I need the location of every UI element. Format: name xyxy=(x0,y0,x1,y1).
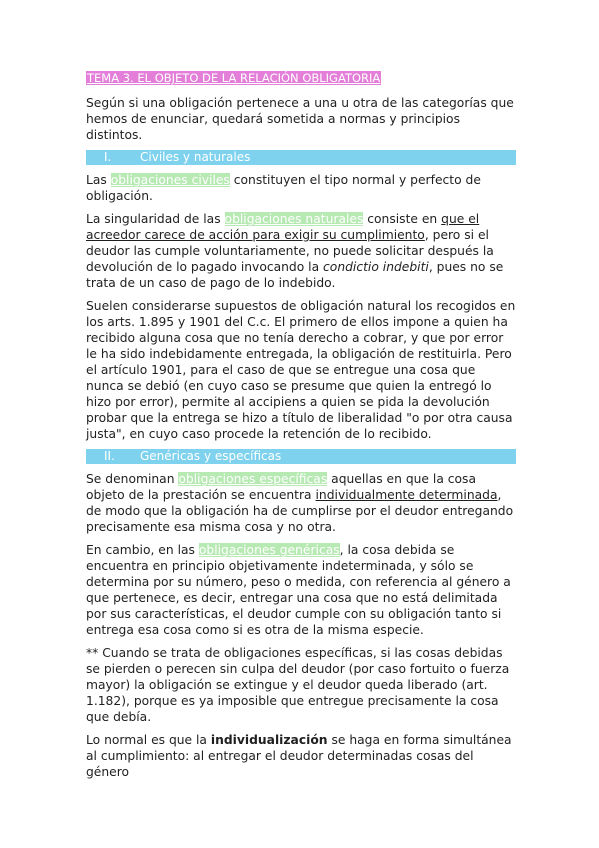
highlighted-term: obligaciones civiles xyxy=(110,173,230,187)
paragraph-obligaciones-civiles xyxy=(86,172,516,204)
text-run: , de modo que la obligación ha de cumplirse por el deudor entregando precisamente esa misma cosa y no otra. xyxy=(86,488,514,534)
text-run: Las xyxy=(86,173,111,187)
text-run: , la cosa debida se encuentra en principio objetivamente indeterminada, y sólo se determina por su número, peso o medida, con referencia al género a que pertenece, es decir, entregar una cosa que no está delimitada por sus características, el deudor cumple con su obligación tanto si entrega esa cosa como si es otra de la misma especie. xyxy=(86,543,511,637)
section-number: I. xyxy=(104,150,112,164)
section-heading-genericas xyxy=(86,449,516,464)
italic-text: condictio indebiti xyxy=(323,260,429,274)
page-title xyxy=(86,70,516,95)
paragraph-individualizacion xyxy=(86,732,516,780)
text-run: consiste en xyxy=(363,212,442,226)
bold-term: individualización xyxy=(210,733,328,747)
paragraph-nota: ** Cuando se trata de obligaciones específicas, si las cosas debidas se pierden o perecen sin culpa del deudor (por caso fortuito o fuerza mayor) la obligación se extingue y el deudor queda liberado (art. 1.182), porque es ya imposible que entregue precisamente la cosa que debía. xyxy=(86,646,510,724)
section-label: Civiles y naturales xyxy=(140,150,251,164)
underlined-text: individualmente determinada xyxy=(315,488,498,502)
document-body xyxy=(86,70,516,787)
paragraph-obligaciones-naturales xyxy=(86,211,516,291)
paragraph-especificas xyxy=(86,471,516,535)
section-heading-civiles xyxy=(86,150,516,165)
text-run: Se denominan xyxy=(86,472,179,486)
intro-paragraph: Según si una obligación pertenece a una u otra de las categorías que hemos de enunciar, quedará sometida a normas y principios distintos. xyxy=(86,96,514,142)
text-run: Lo normal es que la xyxy=(86,733,211,747)
text-run: La singularidad de las xyxy=(86,212,225,226)
text-run: , pues no se trata de un caso de pago de lo indebido. xyxy=(86,260,504,290)
paragraph-supuestos: Suelen considerarse supuestos de obligación natural los recogidos en los arts. 1.895 y 1901 del C.c. El primero de ellos impone a quien ha recibido alguna cosa que no tenía derecho a cobrar, y que por error le ha sido indebidamente entregada, la obligación de restituirla. Pero el artículo 1901, para el caso de que se entregue una cosa que nunca se debió (en cuyo caso se presume que quien la entregó lo hizo por error), permite al accipiens a quien se pida la devolución probar que la entrega se hizo a título de liberalidad "o por otra causa justa", en cuyo caso procede la retención de lo recibido. xyxy=(86,299,516,441)
text-run: se haga en forma simultánea al cumplimiento: al entregar el deudor determinadas cosas del género xyxy=(86,733,512,779)
highlighted-term: obligaciones genéricas xyxy=(198,543,340,557)
highlighted-term: obligaciones específicas xyxy=(178,472,328,486)
text-run: , pero si el deudor las cumple voluntariamente, no puede solicitar después la devolución de lo pagado invocando la xyxy=(86,228,494,274)
title-highlight: TEMA 3. EL OBJETO DE LA RELACIÓN OBLIGATORIA xyxy=(87,71,381,85)
paragraph-genericas xyxy=(86,542,516,638)
text-run: En cambio, en las xyxy=(86,543,199,557)
text-run: aquellas en que la cosa objeto de la prestación se encuentra xyxy=(86,472,476,502)
section-number: II. xyxy=(104,449,115,463)
highlighted-term: obligaciones naturales xyxy=(224,212,364,226)
underlined-text: que el acreedor carece de acción para exigir su cumplimiento xyxy=(86,212,480,242)
section-label: Genéricas y específicas xyxy=(140,449,282,463)
text-run: constituyen el tipo normal y perfecto de obligación. xyxy=(86,173,481,203)
